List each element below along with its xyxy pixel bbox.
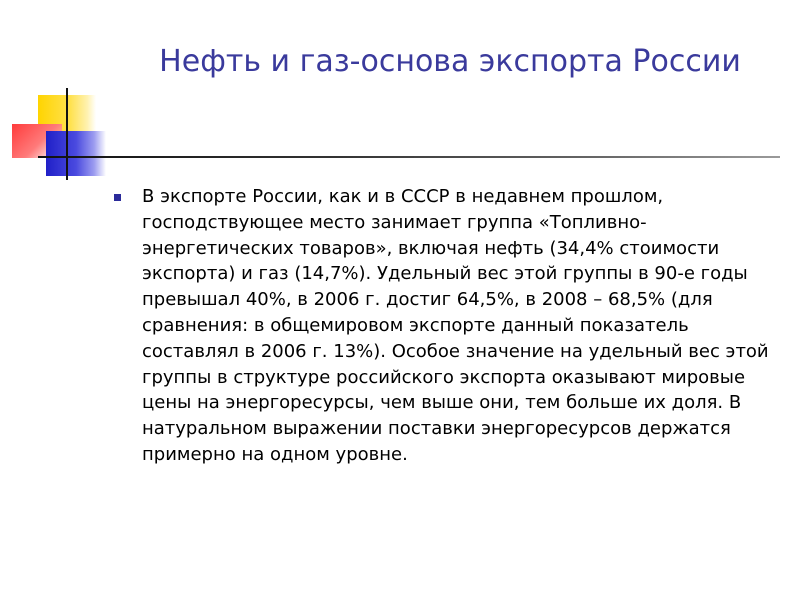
slide-title: Нефть и газ-основа экспорта России [159,44,741,79]
horizontal-rule [38,156,780,158]
blue-square-decoration [46,131,106,176]
vertical-rule [66,88,68,180]
square-bullet-icon [114,194,121,201]
bullet-item [112,184,782,468]
bullet-text: В экспорте России, как и в СССР в недавнем прошлом, господствующее место занимает группа «Топливно-энергетических товаров», включая нефть (34,4% стоимости экспорта) и газ (14,7%). Удельный вес этой группы в 90-е годы превышал 40%, в 2006 г. достиг 64,5%, в 2008 – 68,5% (для сравнения: в общемировом экспорте данный показатель составлял в 2006 г. 13%). Особое значение на удельный вес этой группы в структуре российского экспорта оказывают мировые цены на энергоресурсы, чем выше они, тем больше их доля. В натуральном выражении поставки энергоресурсов держатся примерно на одном уровне. [142,186,769,465]
decorative-ornament [0,0,800,200]
slide-content [112,184,782,468]
